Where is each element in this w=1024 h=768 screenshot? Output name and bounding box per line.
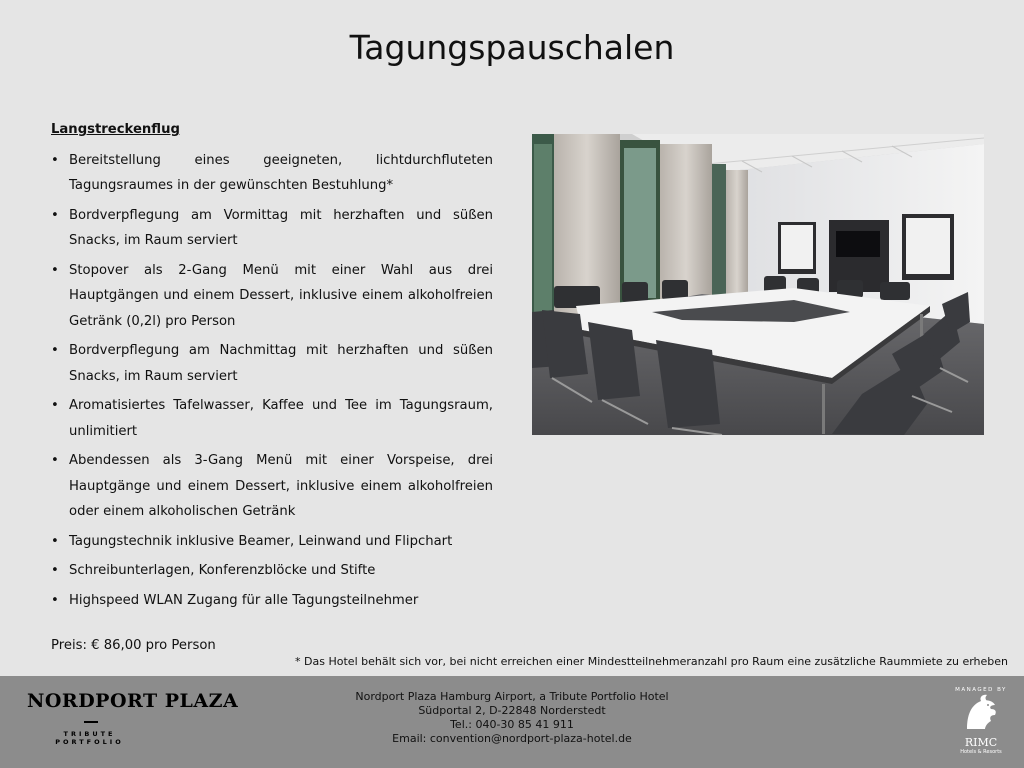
- brand-subtitle: TRIBUTE PORTFOLIO: [55, 730, 124, 746]
- list-item: • Aromatisiertes Tafelwasser, Kaffee und Tee im Tagungsraum, unlimitiert: [51, 393, 493, 444]
- contact-line: Nordport Plaza Hamburg Airport, a Tribute Portfolio Hotel: [355, 690, 669, 703]
- list-item: • Schreibunterlagen, Konferenzblöcke und Stifte: [51, 558, 493, 584]
- list-item: • Stopover als 2-Gang Menü mit einer Wahl aus drei Hauptgängen und einem Dessert, inklusive einem alkoholfreien Getränk (0,2l) pro Person: [51, 258, 493, 335]
- list-item: • Tagungstechnik inklusive Beamer, Leinwand und Flipchart: [51, 529, 493, 555]
- list-item: • Bordverpflegung am Nachmittag mit herzhaften und süßen Snacks, im Raum serviert: [51, 338, 493, 389]
- price-text: Preis: € 86,00 pro Person: [51, 638, 216, 653]
- footnote: * Das Hotel behält sich vor, bei nicht erreichen einer Mindestteilnehmeranzahl pro Raum eine zusätzliche Raummiete zu erheben: [295, 655, 1008, 668]
- brand-name: NORDPORT PLAZA: [27, 690, 239, 712]
- list-item: • Bereitstellung eines geeigneten, lichtdurchfluteten Tagungsraumes in der gewünschten Bestuhlung*: [51, 148, 493, 199]
- rimc-logo: [954, 687, 1008, 755]
- package-heading: Langstreckenflug: [51, 122, 180, 137]
- contact-line: Email: convention@nordport-plaza-hotel.de: [392, 732, 632, 745]
- package-items-list: [51, 148, 493, 614]
- contact-line: Südportal 2, D-22848 Norderstedt: [418, 704, 606, 717]
- page-title: Tagungspauschalen: [349, 28, 675, 67]
- contact-info: [0, 690, 1024, 746]
- footer: [0, 676, 1024, 768]
- rimc-subtitle: Hotels & Resorts: [960, 749, 1002, 755]
- contact-line: Tel.: 040-30 85 41 911: [450, 718, 574, 731]
- rimc-name: RIMC: [964, 736, 998, 749]
- managed-by-label: MANAGED BY: [955, 687, 1007, 693]
- conference-room-photo: [532, 134, 984, 435]
- eagle-icon: [961, 693, 1001, 731]
- list-item: • Bordverpflegung am Vormittag mit herzhaften und süßen Snacks, im Raum serviert: [51, 203, 493, 254]
- package-content: [51, 117, 493, 659]
- list-item: • Abendessen als 3-Gang Menü mit einer Vorspeise, drei Hauptgänge und einem Dessert, inklusive einem alkoholfreien oder einem alkoholischen Getränk: [51, 448, 493, 525]
- list-item: • Highspeed WLAN Zugang für alle Tagungsteilnehmer: [51, 588, 493, 614]
